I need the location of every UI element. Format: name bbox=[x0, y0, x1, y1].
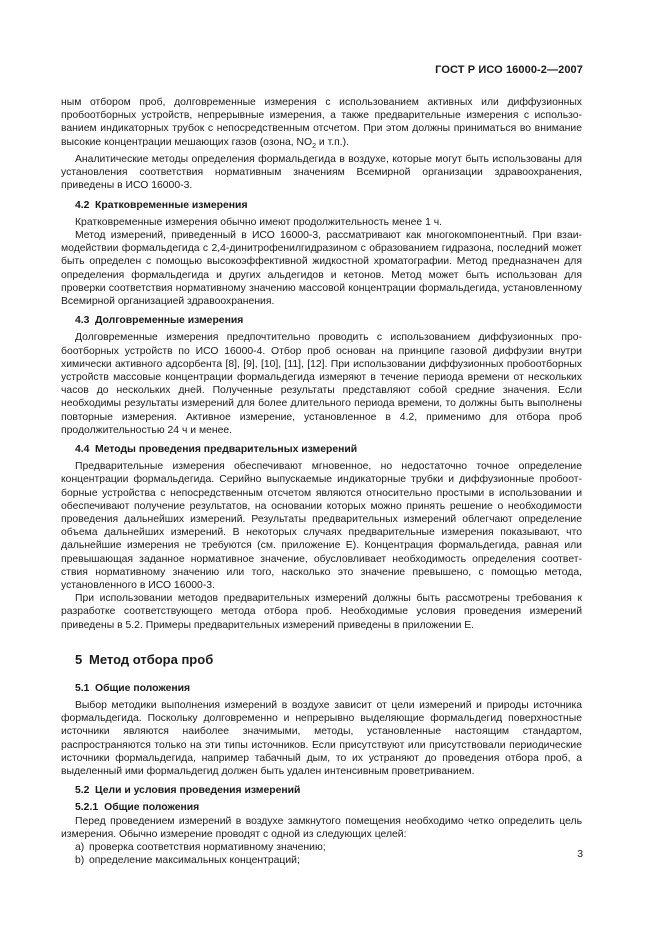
subsection-heading-5-2-1 bbox=[75, 801, 582, 814]
paragraph: Метод измерений, приведенный в ИСО 16000-3, рассматривают как многокомпонентный. При взаимодействии формальдегида с 2,4-динитрофенилгидразином с образованием гидразона, последний может быть определен с помощью высокоэффективной жидкостной хроматографии. Метод предназначен для определения формальдегида и других альдегидов и кетонов. Метод может быть использован для проверки соответствия нормативному значению массовой концентрации формальдегида, установленному Всемирной организацией здравоохранения. bbox=[61, 229, 582, 307]
subsection-number: 5.2.1 bbox=[75, 802, 99, 814]
paragraph-text: и т.п.). bbox=[316, 136, 349, 148]
section-number: 4.4 bbox=[75, 443, 90, 455]
section-heading-4-2 bbox=[75, 199, 582, 212]
section-title: Кратковременные измерения bbox=[95, 199, 248, 211]
section-number: 4.3 bbox=[75, 315, 90, 327]
subsection-title: Общие положения bbox=[104, 802, 200, 814]
chapter-number: 5 bbox=[75, 651, 83, 667]
section-number: 5.2 bbox=[75, 785, 90, 797]
standard-code-header: ГОСТ Р ИСО 16000-2—2007 bbox=[435, 64, 583, 76]
paragraph: Кратковременные измерения обычно имеют продолжительность менее 1 ч. bbox=[75, 216, 443, 228]
paragraph bbox=[61, 96, 582, 153]
section-title: Цели и условия проведения измерений bbox=[95, 785, 301, 797]
paragraph: При использовании методов предварительных измерений должны быть рассмотрены требования к разработке соответствующего метода отбора проб. Необходимые условия проведения измерений приведены в 5.2. Примеры предварительных измерений приведены в приложении Е. bbox=[61, 593, 582, 631]
list-item-text: определение максимальных концентраций; bbox=[89, 855, 300, 867]
section-heading-5-2 bbox=[75, 784, 582, 797]
paragraph: Выбор методики выполнения измерений в воздухе зависит от цели измерений и природы источника формальдегида. Поскольку долговременно и непрерывно выделяющие формальдегид поверхностные источники являются наиболее значимыми, методы, установленные настоящим стандартом, распространяются только на эти типы источников. Если присутствуют или присутствовали периодические источники формальдегида, например табачный дым, то их устраняют до проведения отбора проб, а выделенный ими формальдегид должен быть удален интенсивным проветриванием. bbox=[61, 700, 582, 778]
list-marker: b) bbox=[75, 855, 85, 867]
chapter-title: Метод отбора проб bbox=[89, 651, 214, 667]
paragraph: Долговременные измерения предпочтительно проводить с использованием диффузионных пробоотборных устройств по ИСО 16000-4. Отбор проб основан на принципе газовой диффузии внутри химически активного адсорбента [8], [9], [10], [11], [12]. При использовании диффузионных пробоотборных устройств массовые концентрации формальдегида измеряют в течение периода времени от нескольких часов до нескольких дней. Полученные результаты представляют собой средние значения. Если необходимы результаты измерений для более длительного периода времени, то должны быть выполнены повторные измерения. Активное измерение, установленное в 4.2, применимо для отбора проб продолжительностью 24 ч и менее. bbox=[61, 332, 582, 436]
subscript: 2 bbox=[312, 142, 317, 150]
page-number: 3 bbox=[577, 849, 583, 860]
section-number: 4.2 bbox=[75, 199, 90, 211]
list-item bbox=[75, 841, 582, 854]
section-title: Долговременные измерения bbox=[95, 315, 244, 327]
section-heading-5-1 bbox=[75, 682, 582, 695]
paragraph-text: ным отбором проб, долговременные измерения с использованием активных или диффузионных пробоотборных устройств, непрерывные измерения, а также предварительные измерения с использованием индикаторных трубок с непосредственным отсчетом. При этом должны приниматься во внимание высокие концентрации мешающих газов (озона, NO bbox=[61, 97, 582, 148]
paragraph: Предварительные измерения обеспечивают мгновенное, но недостаточно точное определение концентрации формальдегида. Серийно выпускаемые индикаторные трубки и диффузионные пробоотборные устройства с непосредственным отсчетом являются относительно простыми в использовании и обеспечивают получение результатов, на основании которых можно принять решение о необходимости проведения дальнейших измерений. Результаты предварительных измерений облегчают определение объема дальнейших измерений. В некоторых случаях предварительные измерения показывают, что дальнейшие измерения не требуются (см. приложение Е). Концентрация формальдегида, равная или превышающая заданное нормативное значение, обусловливает необходимость определения соответствия нормативному значению или того, насколько это значение превышено, с помощью метода, установленного в ИСО 16000-3. bbox=[61, 461, 582, 591]
list-item bbox=[75, 854, 582, 867]
section-heading-4-4 bbox=[75, 443, 582, 456]
list-item-text: проверка соответствия нормативному значению; bbox=[89, 842, 326, 854]
section-title: Методы проведения предварительных измерений bbox=[95, 443, 358, 455]
section-number: 5.1 bbox=[75, 682, 90, 694]
document-body bbox=[61, 96, 582, 867]
section-heading-4-3 bbox=[75, 314, 582, 327]
chapter-heading-5 bbox=[75, 652, 582, 668]
paragraph: Аналитические методы определения формальдегида в воздухе, которые могут быть использованы для установления соответствия нормативным значениям Всемирной организации здравоохранения, приведены в ИСО 16000-3. bbox=[61, 153, 582, 192]
list-marker: a) bbox=[75, 842, 85, 854]
paragraph: Перед проведением измерений в воздухе замкнутого помещения необходимо четко определить цель измерения. Обычно измерение проводят с одной из следующих целей: bbox=[61, 815, 582, 840]
section-title: Общие положения bbox=[95, 682, 191, 694]
